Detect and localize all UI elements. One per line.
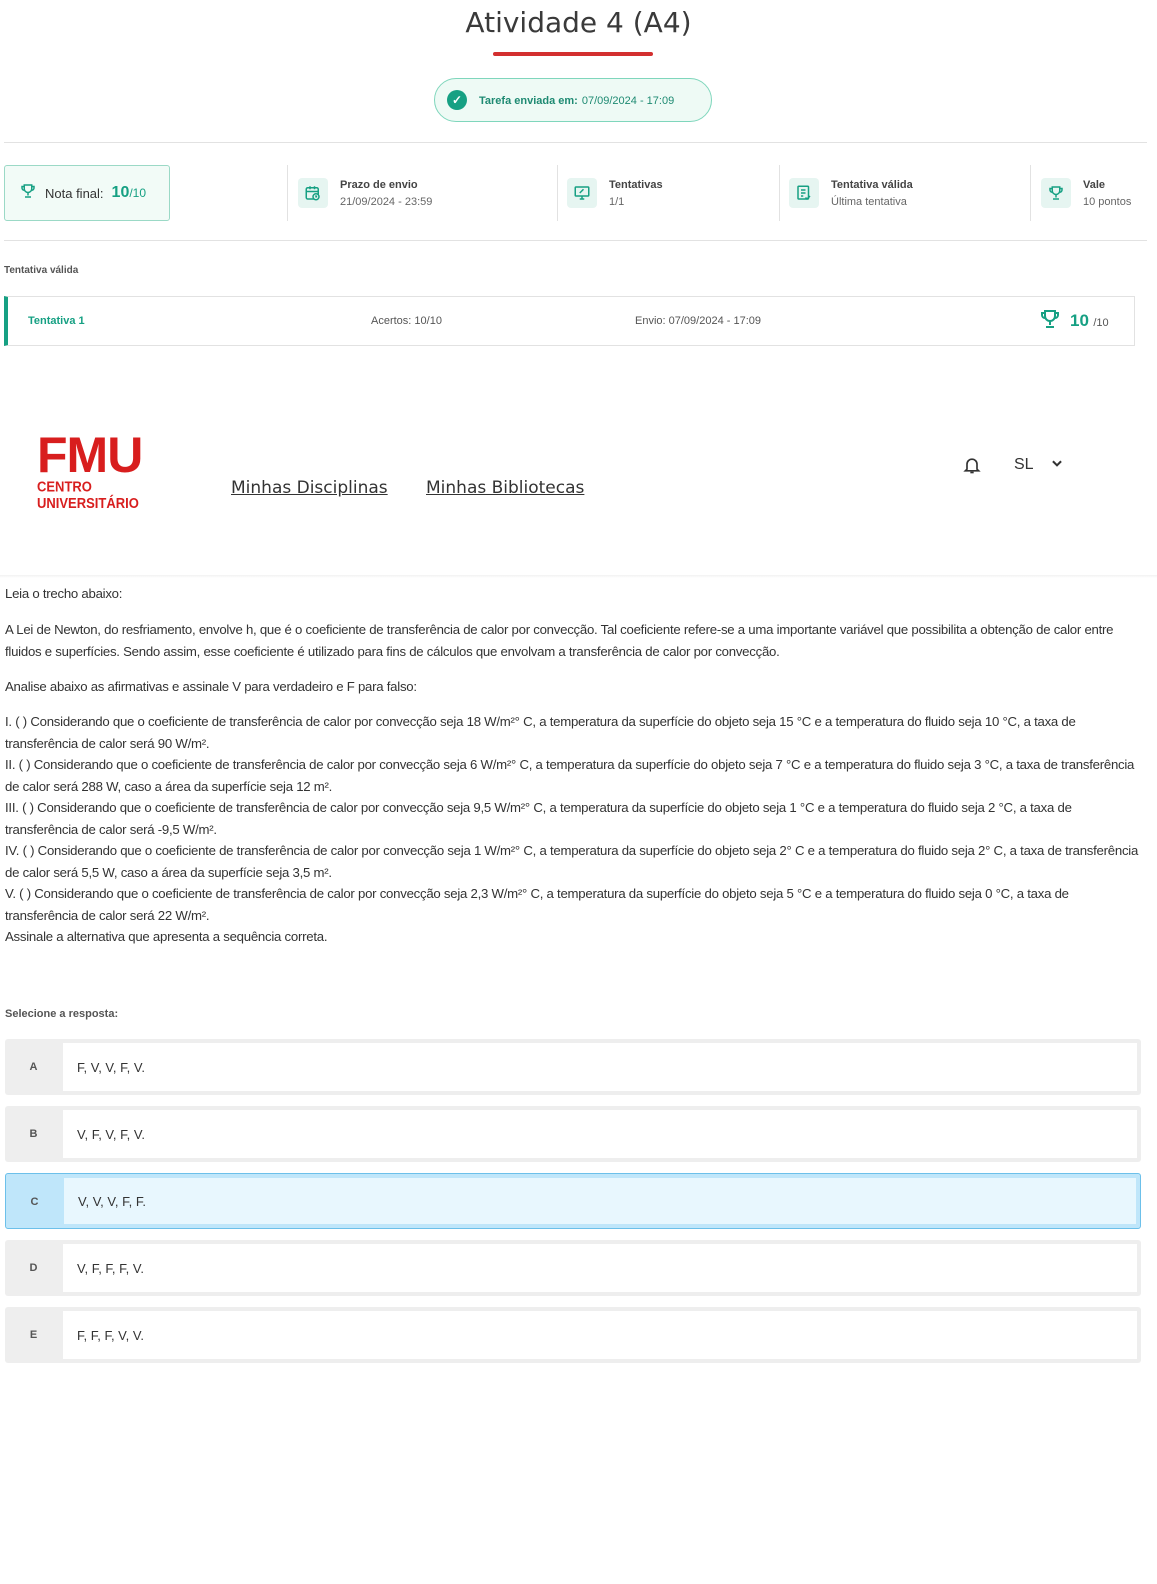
divider	[4, 240, 1147, 241]
bell-icon[interactable]	[962, 454, 982, 481]
attempt-score-value: 10	[1070, 311, 1089, 330]
trophy-icon	[1041, 178, 1071, 208]
option-text[interactable]: F, F, F, V, V.	[63, 1311, 1137, 1359]
divider	[287, 165, 288, 221]
option-text[interactable]: F, V, V, F, V.	[63, 1043, 1137, 1091]
option-letter: C	[30, 1196, 39, 1208]
attempts-value: 1/1	[609, 195, 625, 208]
attempt-hits: Acertos: 10/10	[371, 315, 442, 327]
nav-link-bibliotecas[interactable]: Minhas Bibliotecas	[426, 478, 585, 498]
worth-info	[1041, 165, 1131, 221]
logo-wordmark: FMU	[37, 427, 143, 483]
question-closing: Assinale a alternativa que apresenta a sequência correta.	[5, 929, 328, 944]
document-check-icon	[789, 178, 819, 208]
trophy-icon	[19, 182, 37, 205]
submission-date: 07/09/2024 - 17:09	[581, 95, 675, 107]
submission-label: Tarefa enviada em:	[479, 95, 578, 107]
option-letter: A	[29, 1061, 38, 1073]
calendar-clock-icon	[298, 178, 328, 208]
question-instruction: Analise abaixo as afirmativas e assinale V para verdadeiro e F para falso:	[5, 679, 417, 694]
answer-option-b[interactable]	[5, 1106, 1141, 1162]
attempt-score	[1038, 307, 1109, 336]
deadline-title: Prazo de envio	[340, 178, 418, 191]
option-text[interactable]: V, F, F, F, V.	[63, 1244, 1137, 1292]
page-title: Atividade 4 (A4)	[465, 6, 692, 39]
divider	[1030, 165, 1031, 221]
statement: II. ( ) Considerando que o coeficiente de transferência de calor por convecção seja 6 W/m²° C, a temperatura da superfície do objeto seja 7 °C e a temperatura do fluido seja 3 °C, a taxa de transferência de calor será 288 W, caso a área da superfície seja 12 m².	[5, 757, 1135, 794]
answer-option-d[interactable]	[5, 1240, 1141, 1296]
attempt-name[interactable]: Tentativa 1	[28, 315, 85, 327]
check-circle-icon: ✓	[447, 90, 467, 110]
final-grade-label: Nota final:	[45, 185, 104, 201]
valid-attempt-title: Tentativa válida	[831, 178, 913, 191]
trophy-icon	[1038, 307, 1062, 336]
option-text[interactable]: V, F, V, F, V.	[63, 1110, 1137, 1158]
fmu-logo[interactable]	[37, 427, 187, 512]
attempts-title: Tentativas	[609, 178, 663, 191]
worth-value: 10 pontos	[1083, 195, 1132, 208]
select-answer-label: Selecione a resposta:	[5, 1008, 119, 1020]
statement: III. ( ) Considerando que o coeficiente de transferência de calor por convecção seja 9,5 W/m²° C, a temperatura da superfície do objeto seja 1 °C e a temperatura do fluido seja 2 °C, a taxa de transferência de calor será -9,5 W/m².	[5, 800, 1072, 837]
submission-badge	[434, 78, 712, 122]
logo-subtitle: CENTRO UNIVERSITÁRIO	[37, 478, 139, 512]
statement: IV. ( ) Considerando que o coeficiente de transferência de calor por convecção seja 1 W/m²° C, a temperatura da superfície do objeto seja 2° C e a temperatura do fluido seja 2° C, a taxa de transferência de calor será 5,5 W, caso a área da superfície seja 3,5 m².	[5, 843, 1139, 880]
header-divider	[0, 575, 1157, 578]
option-letter: E	[29, 1329, 38, 1341]
divider	[557, 165, 558, 221]
title-underline	[493, 52, 653, 56]
user-initials[interactable]: SL	[1014, 456, 1034, 473]
option-text[interactable]: V, V, V, F, F.	[64, 1178, 1136, 1224]
worth-title: Vale	[1083, 178, 1106, 191]
final-grade-box	[4, 165, 170, 221]
monitor-icon	[567, 178, 597, 208]
divider	[4, 142, 1147, 143]
attempt-score-max: /10	[1093, 317, 1109, 329]
deadline-value: 21/09/2024 - 23:59	[340, 195, 433, 208]
nav-link-disciplinas[interactable]: Minhas Disciplinas	[231, 478, 388, 498]
option-letter: D	[29, 1262, 38, 1274]
answer-option-e[interactable]	[5, 1307, 1141, 1363]
answer-option-a[interactable]	[5, 1039, 1141, 1095]
statement: I. ( ) Considerando que o coeficiente de transferência de calor por convecção seja 18 W/m²° C, a temperatura da superfície do objeto seja 15 °C e a temperatura do fluido seja 10 °C, a taxa de transferência de calor será 90 W/m².	[5, 714, 1076, 751]
attempt-row[interactable]	[4, 296, 1135, 346]
valid-attempt-section-label: Tentativa válida	[4, 265, 79, 276]
final-grade-value: 10	[111, 184, 130, 201]
question-paragraph: A Lei de Newton, do resfriamento, envolve h, que é o coeficiente de transferência de calor por convecção. Tal coeficiente refere-se a uma importante variável que possibilita a obtenção de calor entre fluidos e superfícies. Sendo assim, esse coeficiente é utilizado para fins de cálculos que envolvam a transferência de calor por convecção.	[5, 622, 1114, 659]
valid-attempt-value: Última tentativa	[831, 195, 907, 208]
attempt-send-date: Envio: 07/09/2024 - 17:09	[635, 315, 761, 327]
final-grade-max: /10	[129, 186, 147, 200]
question-intro: Leia o trecho abaixo:	[5, 586, 123, 601]
answer-option-c[interactable]	[5, 1173, 1141, 1229]
attempts-info	[567, 165, 663, 221]
statement: V. ( ) Considerando que o coeficiente de transferência de calor por convecção seja 2,3 W/m²° C, a temperatura da superfície do objeto seja 5 °C e a temperatura do fluido seja 0 °C, a taxa de transferência de calor será 22 W/m².	[5, 886, 1069, 923]
chevron-down-icon[interactable]	[1050, 456, 1064, 475]
deadline-info	[298, 165, 432, 221]
valid-attempt-info	[789, 165, 913, 221]
question-statements	[5, 711, 1142, 948]
option-letter: B	[29, 1128, 38, 1140]
divider	[779, 165, 780, 221]
